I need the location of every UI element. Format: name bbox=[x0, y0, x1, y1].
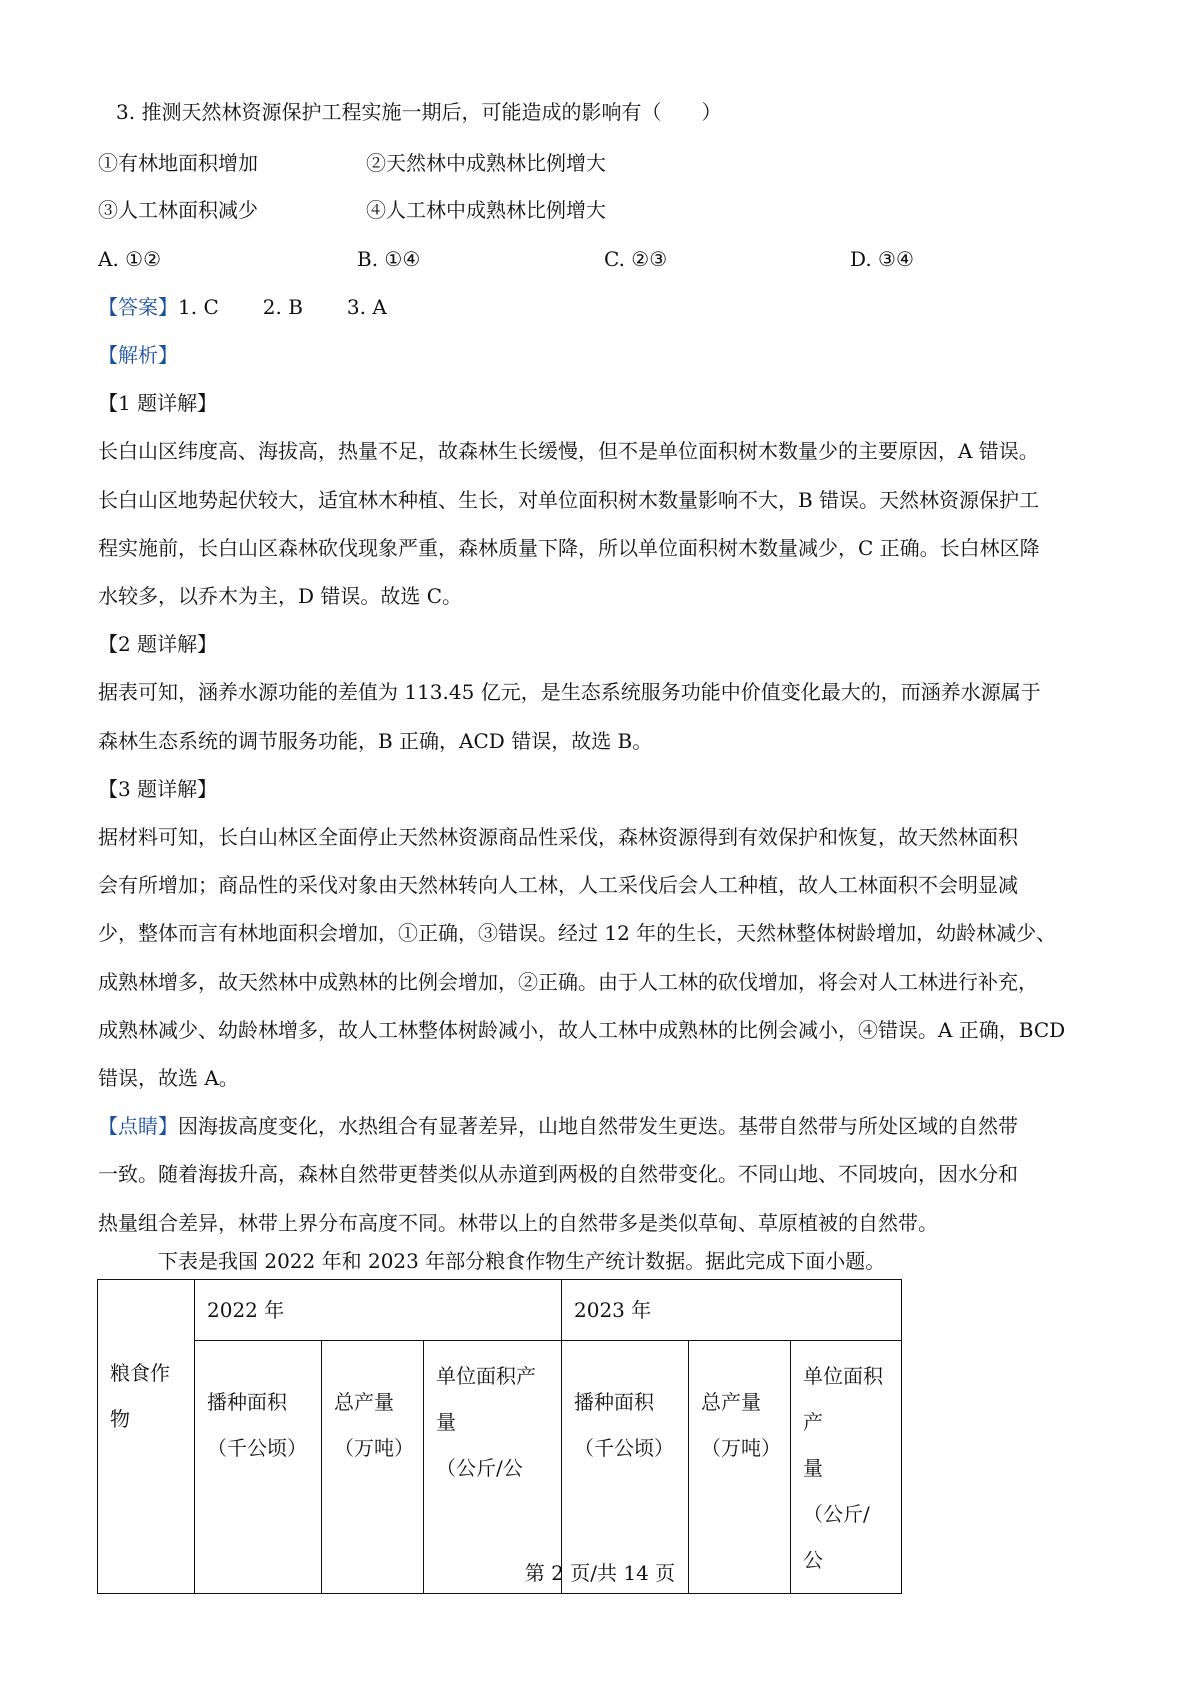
detail-1-line: 水较多，以乔木为主，D 错误。故选 C。 bbox=[98, 584, 463, 608]
col-header-output-2023 bbox=[689, 1341, 791, 1594]
col-header-text: 总产量 bbox=[701, 1390, 761, 1414]
detail-2-line: 森林生态系统的调节服务功能，B 正确，ACD 错误，故选 B。 bbox=[98, 729, 653, 753]
option-b: B. ①④ bbox=[357, 247, 421, 271]
col-header-output-2022 bbox=[322, 1341, 424, 1594]
detail-2-line: 据表可知，涵养水源功能的差值为 113.45 亿元，是生态系统服务功能中价值变化最大的，而涵养水源属于 bbox=[98, 680, 1041, 704]
dianjing-line bbox=[98, 1112, 1018, 1140]
answer-value-3: 3. A bbox=[346, 295, 387, 319]
detail-1-line: 程实施前，长白山区森林砍伐现象严重，森林质量下降，所以单位面积树木数量减少，C 正确。长白林区降 bbox=[98, 536, 1040, 560]
col-header-yield-2022 bbox=[424, 1341, 562, 1594]
answer-value-1: 1. C bbox=[178, 295, 219, 319]
question-stem: 3. 推测天然林资源保护工程实施一期后，可能造成的影响有（ ） bbox=[116, 100, 722, 124]
question-item-3: ③人工林面积减少 bbox=[98, 198, 258, 222]
year-header-2022 bbox=[195, 1280, 562, 1341]
detail-3-line: 成熟林减少、幼龄林增多，故人工林整体树龄减小，故人工林中成熟林的比例会减小，④错误。A 正确，BCD bbox=[98, 1018, 1066, 1042]
table-intro: 下表是我国 2022 年和 2023 年部分粮食作物生产统计数据。据此完成下面小题。 bbox=[158, 1249, 886, 1273]
col-header-text: （万吨） bbox=[701, 1436, 781, 1460]
option-c: C. ②③ bbox=[604, 247, 668, 271]
year-label: 2022 年 bbox=[207, 1298, 285, 1322]
question-item-4: ④人工林中成熟林比例增大 bbox=[366, 198, 606, 222]
detail-3-line: 少，整体而言有林地面积会增加，①正确，③错误。经过 12 年的生长，天然林整体树龄增加，幼龄林减少、 bbox=[98, 921, 1057, 945]
dianjing-text: 因海拔高度变化，水热组合有显著差异，山地自然带发生更迭。基带自然带与所处区域的自然带 bbox=[178, 1114, 1018, 1138]
col-header-yield-2023 bbox=[791, 1341, 902, 1594]
col-header-text: 总产量 bbox=[334, 1390, 394, 1414]
col-header-area-2022 bbox=[195, 1341, 322, 1594]
col-header-text: 播种面积 bbox=[207, 1390, 287, 1414]
dianjing-line: 热量组合差异，林带上界分布高度不同。林带以上的自然带多是类似草甸、草原植被的自然带。 bbox=[98, 1211, 938, 1235]
col-header-text: 量 bbox=[803, 1456, 823, 1480]
col-header-text: （千公顷） bbox=[207, 1436, 307, 1460]
detail-3-line: 成熟林增多，故天然林中成熟林的比例会增加，②正确。由于人工林的砍伐增加，将会对人工林进行补充， bbox=[98, 970, 1038, 994]
answer-line bbox=[98, 293, 387, 321]
dianjing-line: 一致。随着海拔升高，森林自然带更替类似从赤道到两极的自然带变化。不同山地、不同坡向，因水分和 bbox=[98, 1162, 1018, 1186]
col-header-text: （公斤/公 bbox=[436, 1456, 523, 1480]
col-header-area-2023 bbox=[562, 1341, 689, 1594]
detail-3-line: 错误，故选 A。 bbox=[98, 1066, 239, 1090]
year-header-2023 bbox=[562, 1280, 902, 1341]
detail-1-line: 长白山区地势起伏较大，适宜林木种植、生长，对单位面积树木数量影响不大，B 错误。天然林资源保护工 bbox=[98, 488, 1040, 512]
col-header-text: 量 bbox=[436, 1410, 456, 1434]
option-d: D. ③④ bbox=[850, 247, 914, 271]
answer-value-2: 2. B bbox=[262, 295, 303, 319]
row-header-line: 物 bbox=[110, 1407, 130, 1431]
year-label: 2023 年 bbox=[574, 1298, 652, 1322]
col-header-text: 播种面积 bbox=[574, 1390, 654, 1414]
detail-1-line: 长白山区纬度高、海拔高，热量不足，故森林生长缓慢，但不是单位面积树木数量少的主要原因，A 错误。 bbox=[98, 439, 1039, 463]
analysis-label: 【解析】 bbox=[98, 343, 178, 367]
col-header-text: 单位面积产 bbox=[436, 1364, 536, 1388]
detail-1-title: 【1 题详解】 bbox=[98, 391, 218, 415]
table-row-header bbox=[98, 1280, 195, 1594]
detail-3-line: 据材料可知，长白山林区全面停止天然林资源商品性采伐，森林资源得到有效保护和恢复，故天然林面积 bbox=[98, 825, 1018, 849]
detail-3-line: 会有所增加；商品性的采伐对象由天然林转向人工林，人工采伐后会人工种植，故人工林面积不会明显减 bbox=[98, 873, 1018, 897]
question-item-1: ①有林地面积增加 bbox=[98, 151, 258, 175]
detail-3-title: 【3 题详解】 bbox=[98, 777, 218, 801]
col-header-text: 单位面积产 bbox=[803, 1364, 883, 1434]
col-header-text: （万吨） bbox=[334, 1436, 414, 1460]
col-header-text: （公斤/公 bbox=[803, 1502, 870, 1572]
row-header-line: 粮食作 bbox=[110, 1361, 170, 1385]
detail-2-title: 【2 题详解】 bbox=[98, 632, 218, 656]
dianjing-label: 【点睛】 bbox=[98, 1114, 178, 1138]
option-a: A. ①② bbox=[98, 247, 162, 271]
col-header-text: （千公顷） bbox=[574, 1436, 674, 1460]
answer-label: 【答案】 bbox=[98, 295, 178, 319]
crop-table bbox=[97, 1279, 902, 1594]
question-item-2: ②天然林中成熟林比例增大 bbox=[366, 151, 606, 175]
page-footer: 第 2 页/共 14 页 bbox=[524, 1561, 676, 1585]
